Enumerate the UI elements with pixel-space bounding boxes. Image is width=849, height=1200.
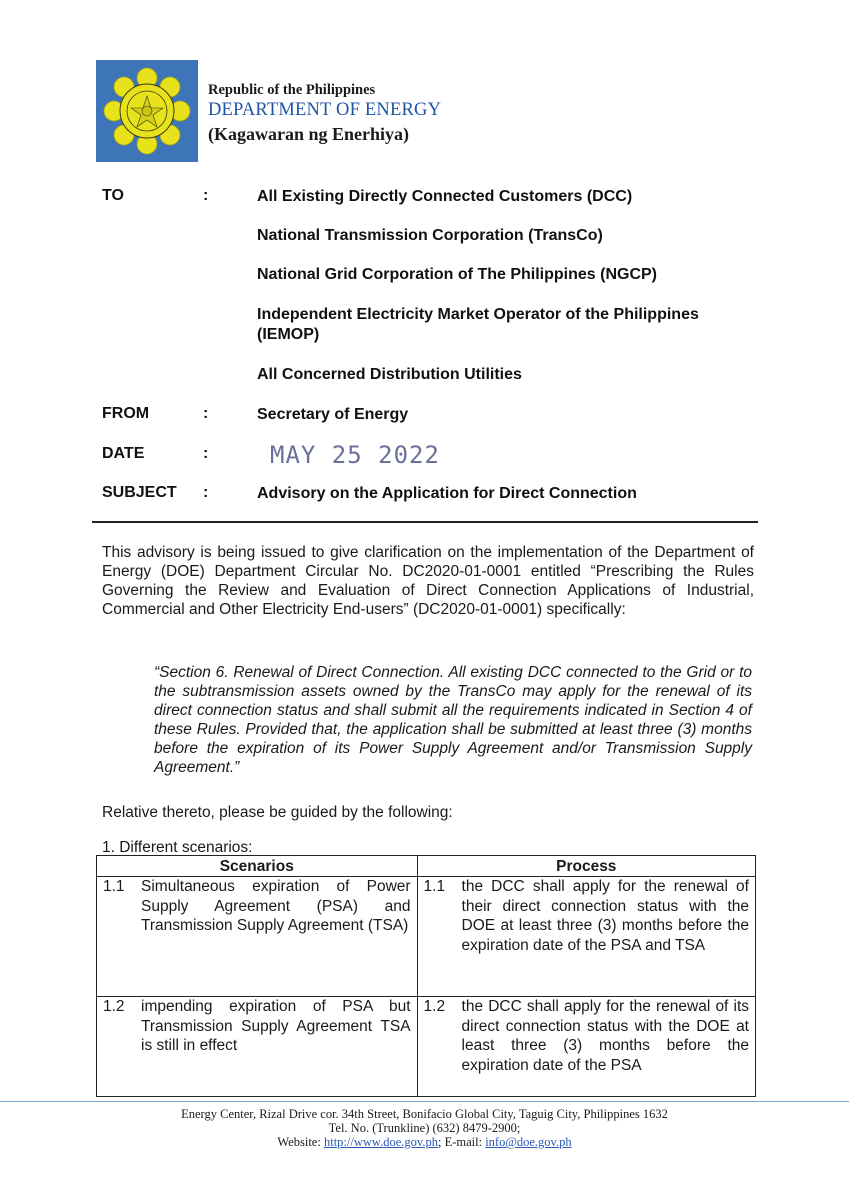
header-divider	[92, 521, 758, 523]
department-name: DEPARTMENT OF ENERGY	[208, 100, 442, 120]
website-label: Website:	[277, 1135, 321, 1149]
scenarios-table	[96, 855, 756, 1097]
process-number: 1.2	[423, 998, 446, 1015]
process-cell	[417, 997, 755, 1097]
subject-value: Advisory on the Application for Direct Connection	[257, 485, 637, 502]
table-row	[97, 997, 756, 1097]
to-label: TO	[102, 187, 124, 204]
date-colon: :	[203, 445, 209, 462]
footer-address: Energy Center, Rizal Drive cor. 34th Street, Bonifacio Global City, Taguig City, Philippines 1632	[181, 1107, 668, 1121]
footer-divider	[0, 1101, 849, 1102]
email-link[interactable]: info@doe.gov.ph	[485, 1135, 572, 1149]
from-colon: :	[203, 405, 209, 422]
process-text: the DCC shall apply for the renewal of its direct connection status with the DOE at least three (3) months before the expiration date of the PSA	[461, 998, 749, 1074]
website-link[interactable]: http://www.doe.gov.ph	[323, 1135, 438, 1149]
intro-paragraph: This advisory is being issued to give clarification on the implementation of the Department of Energy (DOE) Department Circular No. DC2020-01-0001 entitled “Prescribing the Rules Governing the Review and Evaluation of Direct Connection Applications of Industrial, Commercial and Other Electricity End-users” (DC2020-01-0001) specifically:	[102, 544, 754, 618]
to-recipient-transco: National Transmission Corporation (TransCo)	[257, 227, 603, 244]
relative-paragraph: Relative thereto, please be guided by the following:	[102, 804, 453, 821]
doe-seal-icon	[96, 60, 198, 162]
scenario-number: 1.1	[103, 878, 125, 895]
from-value: Secretary of Energy	[257, 406, 409, 423]
table-header-scenarios: Scenarios	[97, 856, 418, 877]
to-recipient-iemop: Independent Electricity Market Operator of the Philippines (IEMOP)	[257, 306, 699, 343]
date-label: DATE	[102, 445, 145, 462]
from-label: FROM	[102, 405, 150, 422]
to-recipient-dcc: All Existing Directly Connected Customers (DCC)	[257, 188, 633, 205]
scenario-text: Simultaneous expiration of Power Supply Agreement (PSA) and Transmission Supply Agreement (TSA)	[141, 878, 411, 934]
subject-label: SUBJECT	[102, 484, 177, 501]
footer-separator: ;	[437, 1135, 442, 1149]
scenario-number: 1.2	[103, 998, 125, 1015]
scenario-cell	[97, 997, 418, 1097]
process-cell	[417, 877, 755, 997]
date-stamp: MAY 25 2022	[270, 441, 440, 469]
table-header-process: Process	[417, 856, 755, 877]
table-row	[97, 877, 756, 997]
republic-label: Republic of the Philippines	[208, 82, 376, 98]
to-recipient-distribution-utilities: All Concerned Distribution Utilities	[257, 366, 522, 383]
section-6-quote: “Section 6. Renewal of Direct Connection. All existing DCC connected to the Grid or to the subtransmission assets owned by the TransCo may apply for the renewal of its direct connection status and shall submit all the requirements indicated in Section 4 of these Rules. Provided that, the application shall be submitted at least three (3) months before the expiration of its Power Supply Agreement and/or Transmission Supply Agreement.”	[154, 664, 752, 776]
footer-contact	[0, 1135, 849, 1149]
department-tagalog-name: (Kagawaran ng Enerhiya)	[208, 124, 410, 144]
to-colon: :	[203, 187, 209, 204]
process-number: 1.1	[423, 878, 446, 895]
scenario-cell	[97, 877, 418, 997]
scenario-text: impending expiration of PSA but Transmission Supply Agreement TSA is still in effect	[141, 998, 411, 1054]
list-heading: 1. Different scenarios:	[102, 839, 253, 856]
footer-telephone: Tel. No. (Trunkline) (632) 8479-2900;	[328, 1121, 521, 1135]
to-recipient-ngcp: National Grid Corporation of The Philippines (NGCP)	[257, 266, 657, 283]
process-text: the DCC shall apply for the renewal of their direct connection status with the DOE at least three (3) months before the expiration date of the PSA and TSA	[461, 878, 749, 954]
subject-colon: :	[203, 484, 209, 501]
doe-logo	[96, 60, 198, 162]
email-label: E-mail:	[444, 1135, 483, 1149]
